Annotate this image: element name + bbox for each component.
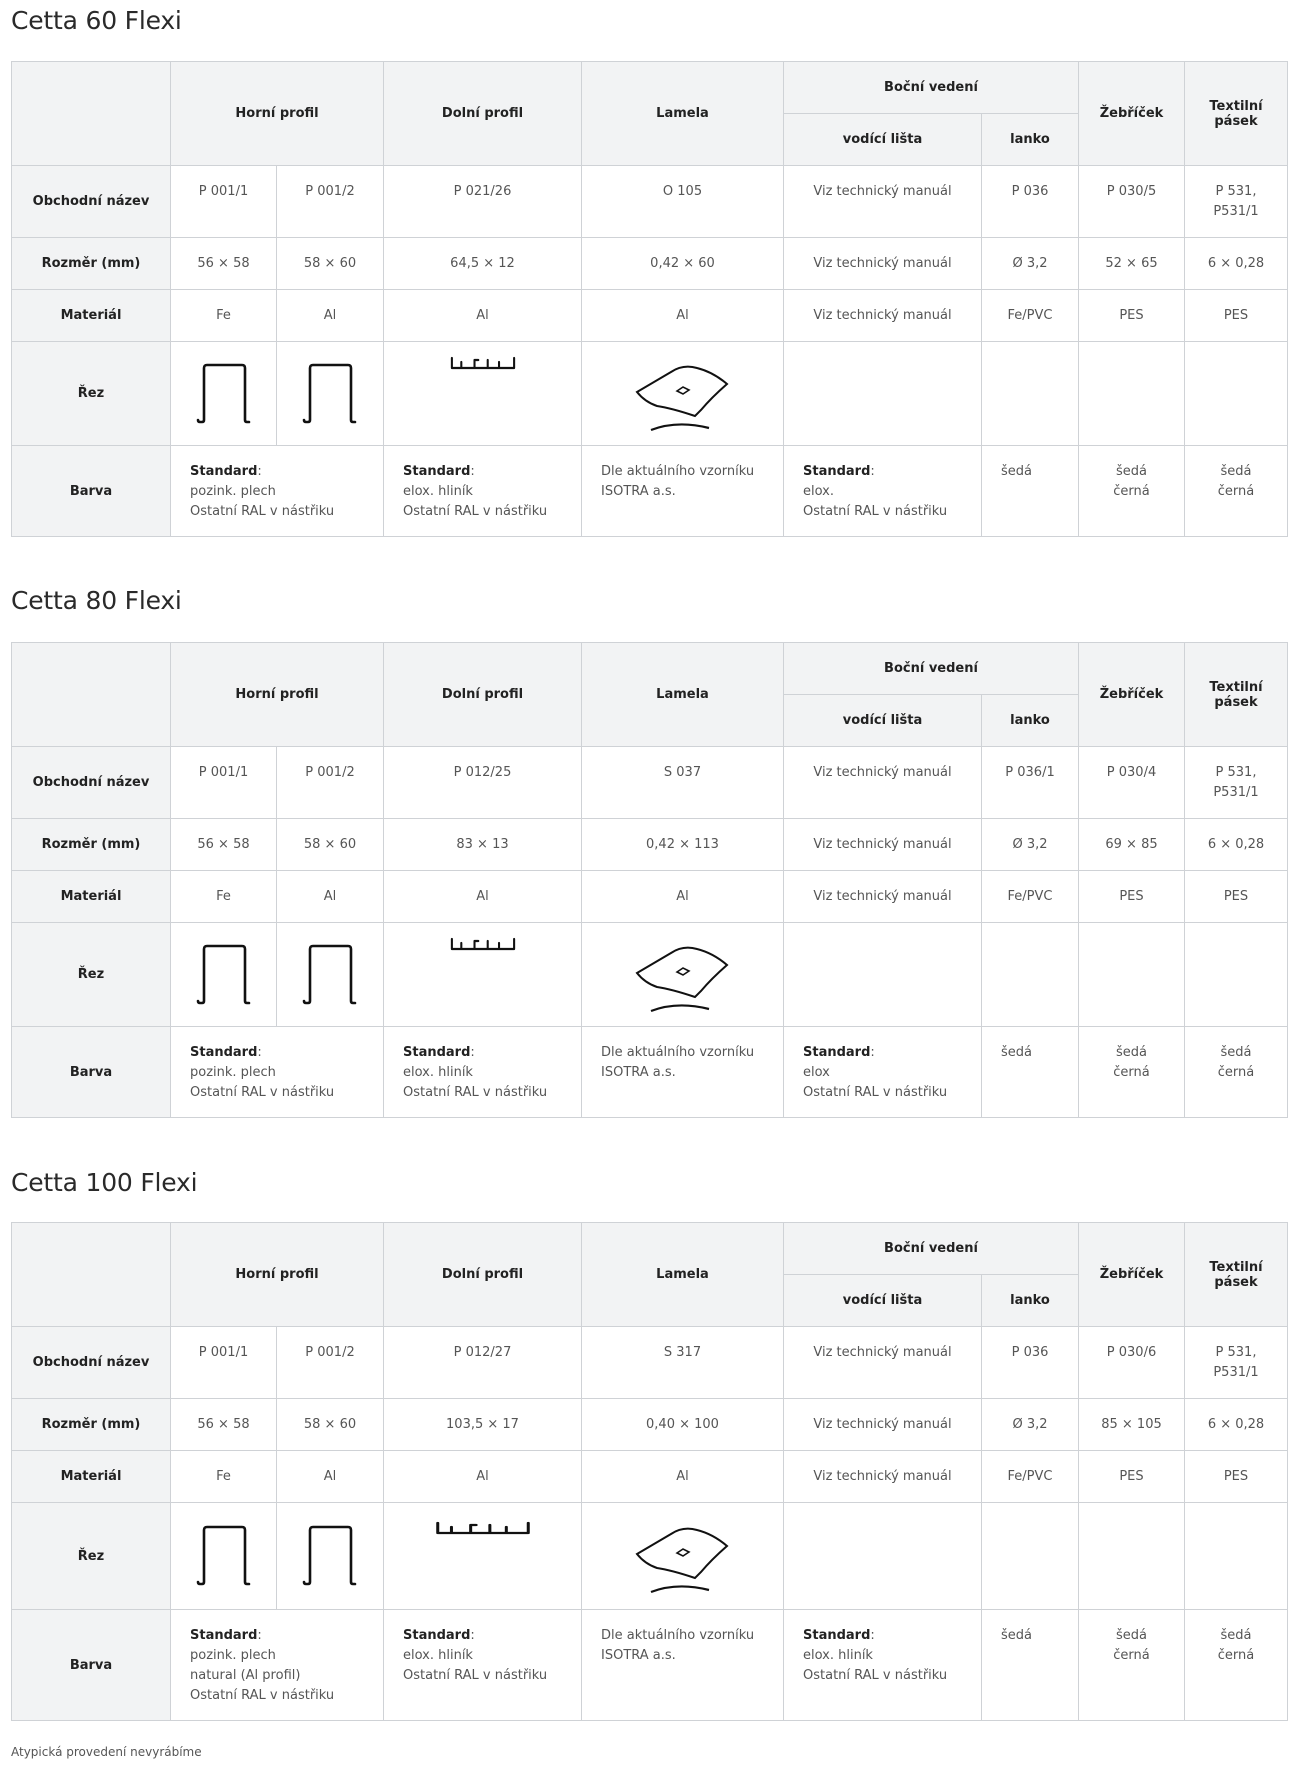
col-dolni-profil: Dolní profil — [384, 1223, 582, 1327]
barva-dolni-cell: Standard: elox. hliník Ostatní RAL v nástřiku — [384, 446, 582, 537]
table-cell: S 037 — [582, 747, 784, 819]
table-cell: PES — [1079, 871, 1185, 923]
color-line: černá — [1217, 484, 1255, 499]
row-rozmer — [12, 1399, 1288, 1451]
table-cell: Fe — [171, 1451, 277, 1503]
col-lamela: Lamela — [582, 1223, 784, 1327]
table-cell: 58 × 60 — [277, 819, 384, 871]
color-line: šedá — [1116, 464, 1147, 479]
row-barva — [12, 446, 1288, 537]
table-cell: P 021/26 — [384, 166, 582, 238]
table-cell: P 531, P531/1 — [1185, 747, 1288, 819]
header-row — [12, 643, 1288, 695]
row-material — [12, 871, 1288, 923]
table-cell: Al — [582, 290, 784, 342]
section-title: Cetta 60 Flexi — [11, 6, 182, 35]
table-cell: P 012/25 — [384, 747, 582, 819]
table-cell: Al — [384, 290, 582, 342]
table-cell: Viz technický manuál — [784, 747, 982, 819]
row-label: Rozměr (mm) — [12, 1399, 171, 1451]
barva-dolni-cell: Standard: elox. hliník Ostatní RAL v nástřiku — [384, 1027, 582, 1118]
row-label: Řez — [12, 923, 171, 1027]
color-line: Ostatní RAL v nástřiku — [403, 1085, 548, 1100]
color-line: ISOTRA a.s. — [601, 1065, 676, 1080]
row-label: Materiál — [12, 290, 171, 342]
cross-section-drawing — [194, 363, 254, 425]
color-line: pozink. plech — [190, 1648, 276, 1663]
color-line: elox — [803, 1065, 830, 1080]
table-cell: P 036 — [982, 1327, 1079, 1399]
table-cell: 58 × 60 — [277, 238, 384, 290]
drawing-cell — [582, 923, 784, 1027]
table-cell: P 001/2 — [277, 166, 384, 238]
header-row — [12, 62, 1288, 114]
table-cell: 0,42 × 60 — [582, 238, 784, 290]
empty-cell — [784, 1503, 982, 1610]
table-cell: P 036 — [982, 166, 1079, 238]
col-bocni-vedeni: Boční vedení — [784, 643, 1079, 695]
table-cell: Viz technický manuál — [784, 290, 982, 342]
color-line: šedá — [1220, 464, 1252, 479]
barva-lamela-cell — [582, 1027, 784, 1118]
row-label: Rozměr (mm) — [12, 819, 171, 871]
color-line: pozink. plech — [190, 1065, 276, 1080]
table-cell: Viz technický manuál — [784, 1451, 982, 1503]
table-cell: Al — [384, 1451, 582, 1503]
table-cell: PES — [1079, 1451, 1185, 1503]
table-cell: Ø 3,2 — [982, 819, 1079, 871]
color-line: Ostatní RAL v nástřiku — [803, 1085, 948, 1100]
standard-label: Standard — [190, 464, 258, 479]
row-label: Obchodní název — [12, 166, 171, 238]
cross-section-drawing — [194, 944, 254, 1006]
col-lamela: Lamela — [582, 643, 784, 747]
empty-cell — [1185, 923, 1288, 1027]
header-row — [12, 1223, 1288, 1275]
color-line: černá — [1217, 1065, 1255, 1080]
table-cell: Al — [277, 290, 384, 342]
col-lanko: lanko — [982, 114, 1079, 166]
color-line: šedá — [1220, 1045, 1252, 1060]
spec-table — [11, 1222, 1288, 1721]
standard-label: Standard — [803, 1628, 871, 1643]
col-dolni-profil: Dolní profil — [384, 62, 582, 166]
row-label: Barva — [12, 1027, 171, 1118]
empty-cell — [1185, 1503, 1288, 1610]
color-line: Dle aktuálního vzorníku — [601, 1628, 755, 1643]
corner-cell — [12, 1223, 171, 1327]
table-cell: Al — [582, 871, 784, 923]
table-cell: Al — [277, 871, 384, 923]
standard-label: Standard — [190, 1045, 258, 1060]
table-cell: 52 × 65 — [1079, 238, 1185, 290]
table-cell: 0,40 × 100 — [582, 1399, 784, 1451]
cross-section-drawing — [631, 354, 735, 434]
color-line: černá — [1113, 1065, 1150, 1080]
col-textilni-pasek: Textilní pásek — [1185, 1223, 1288, 1327]
table-cell: P 030/6 — [1079, 1327, 1185, 1399]
table-cell: Ø 3,2 — [982, 1399, 1079, 1451]
barva-textilni-cell — [1185, 1610, 1288, 1721]
table-cell: 85 × 105 — [1079, 1399, 1185, 1451]
row-label: Barva — [12, 1610, 171, 1721]
empty-cell — [982, 923, 1079, 1027]
table-cell: PES — [1185, 1451, 1288, 1503]
color-line: pozink. plech — [190, 484, 276, 499]
footnote: Atypická provedení nevyrábíme — [11, 1745, 202, 1759]
color-line: Dle aktuálního vzorníku — [601, 464, 755, 479]
barva-lamela-cell — [582, 446, 784, 537]
row-label: Obchodní název — [12, 747, 171, 819]
barva-horni-cell: Standard: pozink. plech Ostatní RAL v nástřiku — [171, 1027, 384, 1118]
color-line: Ostatní RAL v nástřiku — [803, 504, 948, 519]
row-material — [12, 290, 1288, 342]
drawing-cell — [277, 1503, 384, 1610]
corner-cell — [12, 62, 171, 166]
barva-zebricek-cell — [1079, 446, 1185, 537]
row-barva — [12, 1027, 1288, 1118]
table-cell: 69 × 85 — [1079, 819, 1185, 871]
color-line: ISOTRA a.s. — [601, 1648, 676, 1663]
cross-section-drawing — [631, 935, 735, 1015]
barva-lanko-cell: šedá — [982, 1610, 1079, 1721]
color-line: šedá — [1116, 1045, 1147, 1060]
table-cell: P 531, P531/1 — [1185, 1327, 1288, 1399]
drawing-cell — [582, 1503, 784, 1610]
empty-cell — [1185, 342, 1288, 446]
table-cell: P 001/1 — [171, 166, 277, 238]
table-cell: Al — [277, 1451, 384, 1503]
table-cell: 83 × 13 — [384, 819, 582, 871]
col-dolni-profil: Dolní profil — [384, 643, 582, 747]
table-cell: P 030/4 — [1079, 747, 1185, 819]
color-line: elox. hliník — [803, 1648, 873, 1663]
table-cell: 58 × 60 — [277, 1399, 384, 1451]
color-line: Ostatní RAL v nástřiku — [403, 504, 548, 519]
col-zebricek: Žebříček — [1079, 643, 1185, 747]
color-line: elox. hliník — [403, 1065, 473, 1080]
table-cell: 6 × 0,28 — [1185, 819, 1288, 871]
barva-horni-cell: Standard: pozink. plech Ostatní RAL v nástřiku — [171, 446, 384, 537]
table-cell: P 036/1 — [982, 747, 1079, 819]
col-horni-profil: Horní profil — [171, 643, 384, 747]
empty-cell — [784, 342, 982, 446]
drawing-cell — [384, 923, 582, 1027]
col-bocni-vedeni: Boční vedení — [784, 1223, 1079, 1275]
barva-vodici-cell: Standard: elox. Ostatní RAL v nástřiku — [784, 446, 982, 537]
empty-cell — [1079, 342, 1185, 446]
row-nazev — [12, 1327, 1288, 1399]
col-lamela: Lamela — [582, 62, 784, 166]
table-cell: Fe — [171, 290, 277, 342]
barva-zebricek-cell — [1079, 1610, 1185, 1721]
color-line: Ostatní RAL v nástřiku — [190, 504, 335, 519]
color-line: Ostatní RAL v nástřiku — [190, 1085, 335, 1100]
barva-lanko-cell: šedá — [982, 446, 1079, 537]
row-rez — [12, 923, 1288, 1027]
table-cell: 64,5 × 12 — [384, 238, 582, 290]
col-vodici-lista: vodící lišta — [784, 114, 982, 166]
row-rez — [12, 1503, 1288, 1610]
color-line: černá — [1113, 1648, 1150, 1663]
table-cell: S 317 — [582, 1327, 784, 1399]
standard-label: Standard — [190, 1628, 258, 1643]
standard-label: Standard — [403, 1628, 471, 1643]
color-line: šedá — [1220, 1628, 1252, 1643]
table-cell: P 012/27 — [384, 1327, 582, 1399]
table-cell: 56 × 58 — [171, 238, 277, 290]
row-label: Materiál — [12, 871, 171, 923]
barva-textilni-cell — [1185, 1027, 1288, 1118]
barva-textilni-cell — [1185, 446, 1288, 537]
cross-section-drawing — [631, 1516, 735, 1596]
row-barva — [12, 1610, 1288, 1721]
table-cell: P 001/1 — [171, 1327, 277, 1399]
table-cell: P 001/2 — [277, 1327, 384, 1399]
col-horni-profil: Horní profil — [171, 62, 384, 166]
table-cell: P 030/5 — [1079, 166, 1185, 238]
table-cell: Fe/PVC — [982, 1451, 1079, 1503]
table-cell: P 001/2 — [277, 747, 384, 819]
col-zebricek: Žebříček — [1079, 62, 1185, 166]
table-cell: P 531, P531/1 — [1185, 166, 1288, 238]
table-cell: Al — [384, 871, 582, 923]
table-cell: Ø 3,2 — [982, 238, 1079, 290]
table-cell: Al — [582, 1451, 784, 1503]
row-label: Barva — [12, 446, 171, 537]
color-line: Ostatní RAL v nástřiku — [803, 1668, 948, 1683]
cross-section-drawing — [450, 935, 516, 955]
col-horni-profil: Horní profil — [171, 1223, 384, 1327]
col-zebricek: Žebříček — [1079, 1223, 1185, 1327]
color-line: natural (Al profil) — [190, 1668, 301, 1683]
table-cell: 56 × 58 — [171, 819, 277, 871]
col-textilni-pasek: Textilní pásek — [1185, 62, 1288, 166]
color-line: Ostatní RAL v nástřiku — [403, 1668, 548, 1683]
empty-cell — [982, 342, 1079, 446]
corner-cell — [12, 643, 171, 747]
row-nazev — [12, 747, 1288, 819]
drawing-cell — [582, 342, 784, 446]
empty-cell — [784, 923, 982, 1027]
barva-dolni-cell: Standard: elox. hliník Ostatní RAL v nástřiku — [384, 1610, 582, 1721]
table-cell: Viz technický manuál — [784, 166, 982, 238]
cross-section-drawing — [450, 354, 516, 374]
cross-section-drawing — [300, 363, 360, 425]
row-label: Obchodní název — [12, 1327, 171, 1399]
empty-cell — [1079, 1503, 1185, 1610]
color-line: elox. hliník — [403, 484, 473, 499]
spec-table — [11, 61, 1288, 537]
cross-section-drawing — [194, 1525, 254, 1587]
section-title: Cetta 80 Flexi — [11, 586, 182, 615]
barva-vodici-cell: Standard: elox Ostatní RAL v nástřiku — [784, 1027, 982, 1118]
table-cell: O 105 — [582, 166, 784, 238]
table-cell: Fe — [171, 871, 277, 923]
barva-lamela-cell — [582, 1610, 784, 1721]
table-cell: P 001/1 — [171, 747, 277, 819]
table-cell: Fe/PVC — [982, 871, 1079, 923]
row-label: Řez — [12, 342, 171, 446]
table-cell: 56 × 58 — [171, 1399, 277, 1451]
color-line: Dle aktuálního vzorníku — [601, 1045, 755, 1060]
empty-cell — [982, 1503, 1079, 1610]
col-vodici-lista: vodící lišta — [784, 1275, 982, 1327]
table-cell: Viz technický manuál — [784, 1327, 982, 1399]
row-rozmer — [12, 238, 1288, 290]
color-line: ISOTRA a.s. — [601, 484, 676, 499]
spec-table — [11, 642, 1288, 1118]
row-nazev — [12, 166, 1288, 238]
drawing-cell — [277, 923, 384, 1027]
col-lanko: lanko — [982, 1275, 1079, 1327]
table-cell: 103,5 × 17 — [384, 1399, 582, 1451]
table-cell: PES — [1185, 871, 1288, 923]
table-cell: 6 × 0,28 — [1185, 1399, 1288, 1451]
row-label: Materiál — [12, 1451, 171, 1503]
table-cell: 0,42 × 113 — [582, 819, 784, 871]
table-cell: Viz technický manuál — [784, 871, 982, 923]
col-textilni-pasek: Textilní pásek — [1185, 643, 1288, 747]
cross-section-drawing — [300, 1525, 360, 1587]
cross-section-drawing — [300, 944, 360, 1006]
col-vodici-lista: vodící lišta — [784, 695, 982, 747]
col-bocni-vedeni: Boční vedení — [784, 62, 1079, 114]
standard-label: Standard — [403, 1045, 471, 1060]
table-cell: Viz technický manuál — [784, 819, 982, 871]
table-cell: Fe/PVC — [982, 290, 1079, 342]
drawing-cell — [171, 1503, 277, 1610]
color-line: Ostatní RAL v nástřiku — [190, 1688, 335, 1703]
row-label: Rozměr (mm) — [12, 238, 171, 290]
empty-cell — [1079, 923, 1185, 1027]
table-cell: Viz technický manuál — [784, 1399, 982, 1451]
row-rozmer — [12, 819, 1288, 871]
cross-section-drawing — [435, 1519, 531, 1539]
row-label: Řez — [12, 1503, 171, 1610]
barva-horni-cell: Standard: pozink. plech natural (Al profil) Ostatní RAL v nástřiku — [171, 1610, 384, 1721]
section-title: Cetta 100 Flexi — [11, 1168, 198, 1197]
color-line: šedá — [1116, 1628, 1147, 1643]
color-line: elox. hliník — [403, 1648, 473, 1663]
standard-label: Standard — [803, 464, 871, 479]
standard-label: Standard — [803, 1045, 871, 1060]
color-line: elox. — [803, 484, 834, 499]
barva-vodici-cell: Standard: elox. hliník Ostatní RAL v nástřiku — [784, 1610, 982, 1721]
drawing-cell — [384, 342, 582, 446]
table-cell: 6 × 0,28 — [1185, 238, 1288, 290]
color-line: černá — [1217, 1648, 1255, 1663]
color-line: černá — [1113, 484, 1150, 499]
barva-zebricek-cell — [1079, 1027, 1185, 1118]
row-rez — [12, 342, 1288, 446]
table-cell: Viz technický manuál — [784, 238, 982, 290]
standard-label: Standard — [403, 464, 471, 479]
drawing-cell — [171, 342, 277, 446]
row-material — [12, 1451, 1288, 1503]
barva-lanko-cell: šedá — [982, 1027, 1079, 1118]
table-cell: PES — [1079, 290, 1185, 342]
table-cell: PES — [1185, 290, 1288, 342]
col-lanko: lanko — [982, 695, 1079, 747]
drawing-cell — [171, 923, 277, 1027]
drawing-cell — [277, 342, 384, 446]
drawing-cell — [384, 1503, 582, 1610]
